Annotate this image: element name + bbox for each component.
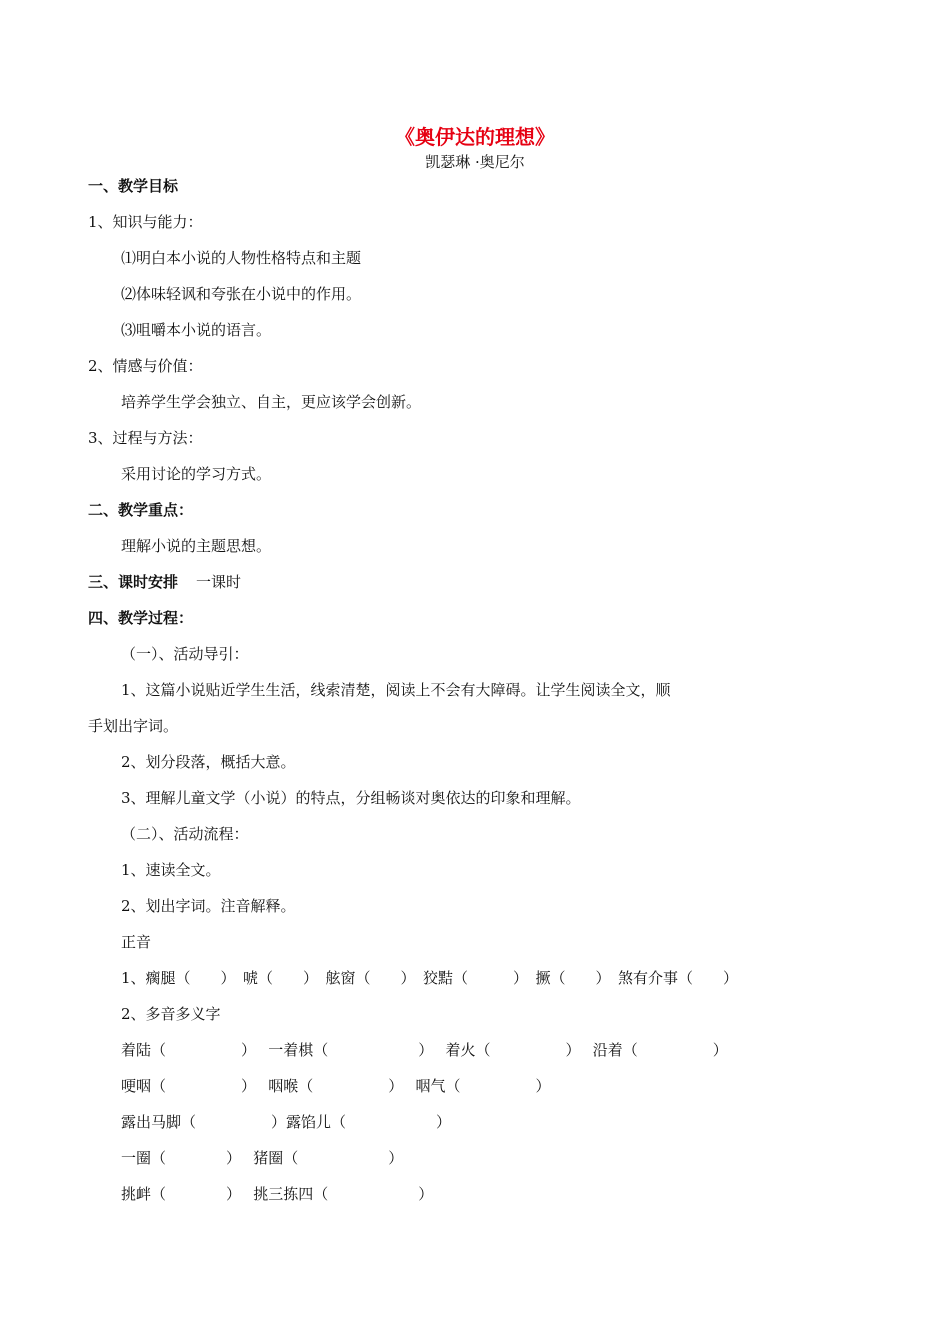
section-heading-focus: 二、教学重点： xyxy=(88,501,194,519)
pronunciation-label: 正音 xyxy=(121,933,152,951)
activity-flow-line2: 2、划出字词。注音解释。 xyxy=(121,897,296,915)
activity-flow-line1: 1、速读全文。 xyxy=(121,861,221,879)
objective-knowledge-1: ⑴明白本小说的人物性格特点和主题 xyxy=(121,249,362,267)
section-heading-schedule: 三、课时安排 xyxy=(88,573,179,591)
section-heading-objectives: 一、教学目标 xyxy=(88,177,179,195)
polyphone-row-tiao: 挑衅（ ） 挑三拣四（ ） xyxy=(121,1185,434,1203)
activity-guide-line1-cont: 手划出字词。 xyxy=(88,717,179,735)
activity-flow-heading: （二）、活动流程： xyxy=(121,825,249,843)
polyphone-row-yan: 哽咽（ ） 咽喉（ ） 咽气（ ） xyxy=(121,1077,551,1095)
focus-text: 理解小说的主题思想。 xyxy=(121,537,272,555)
polyphone-row-lu: 露出马脚（ ）露馅儿（ ） xyxy=(121,1113,452,1131)
objective-knowledge: 1、知识与能力： xyxy=(88,213,203,231)
schedule-text: 一课时 xyxy=(196,573,242,591)
activity-guide-line3: 3、理解儿童文学（小说）的特点，分组畅谈对奥依达的印象和理解。 xyxy=(121,789,581,807)
polyphone-label: 2、多音多义字 xyxy=(121,1005,221,1023)
pronunciation-row: 1、瘸腿（ ） 唬（ ） 舷窗（ ） 狡黠（ ） 撅（ ） 煞有介事（ ） xyxy=(121,969,739,987)
activity-guide-heading: （一）、活动导引： xyxy=(121,645,249,663)
polyphone-row-zhe: 着陆（ ） 一着棋（ ） 着火（ ） 沿着（ ） xyxy=(121,1041,728,1059)
objective-method: 3、过程与方法： xyxy=(88,429,203,447)
objective-method-text: 采用讨论的学习方式。 xyxy=(121,465,272,483)
activity-guide-line2: 2、划分段落，概括大意。 xyxy=(121,753,296,771)
document-title: 《奥伊达的理想》 xyxy=(395,125,555,149)
objective-emotion: 2、情感与价值： xyxy=(88,357,203,375)
section-heading-process: 四、教学过程： xyxy=(88,609,194,627)
objective-emotion-text: 培养学生学会独立、自主，更应该学会创新。 xyxy=(121,393,422,411)
objective-knowledge-3: ⑶咀嚼本小说的语言。 xyxy=(121,321,272,339)
polyphone-row-quan: 一圈（ ） 猪圈（ ） xyxy=(121,1149,404,1167)
activity-guide-line1: 1、这篇小说贴近学生生活，线索清楚，阅读上不会有大障碍。让学生阅读全文，顺 xyxy=(121,681,671,699)
objective-knowledge-2: ⑵体味轻讽和夸张在小说中的作用。 xyxy=(121,285,362,303)
author-line: 凯瑟琳 ·奥尼尔 xyxy=(425,153,525,171)
